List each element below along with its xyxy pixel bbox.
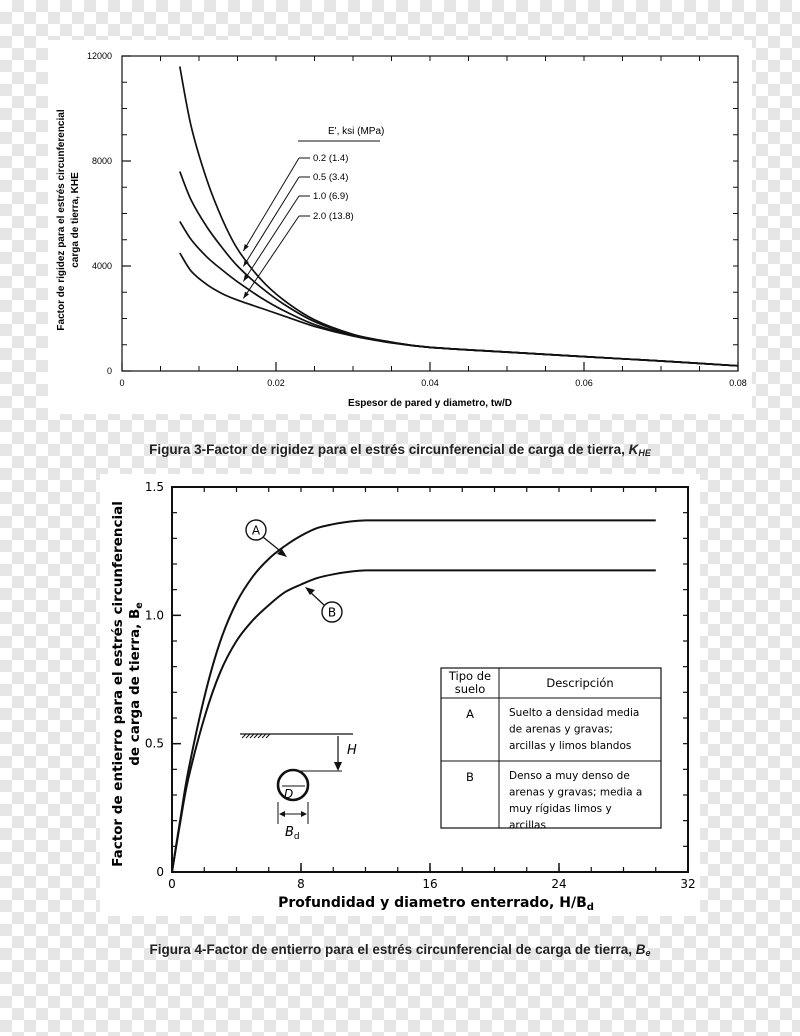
y-tick-label: 1.0: [144, 608, 164, 623]
legend-title: E', ksi (MPa): [328, 126, 385, 137]
legend-entry: 2.0 (13.8): [313, 211, 354, 222]
x-tick-label: 0: [119, 378, 125, 388]
x-tick-label: 0.02: [267, 378, 285, 388]
y-tick-label: 0.5: [144, 736, 164, 751]
legend-entry: 0.2 (1.4): [313, 153, 349, 164]
curve-2.0 (13.8): [180, 253, 738, 366]
legend-leader: [243, 216, 299, 298]
pipe-diameter-label: D: [284, 787, 294, 801]
y-tick-label: 0: [156, 865, 164, 879]
bd-label: $B_d$: [285, 825, 300, 842]
curve-label-A: A: [251, 523, 261, 538]
y-tick-label: 0: [106, 366, 112, 376]
bd-arrowhead-right: [301, 811, 307, 817]
y-tick-label: 1.5: [144, 480, 164, 494]
figure-4-panel: [100, 474, 700, 916]
depth-arrowhead: [334, 762, 342, 771]
table-cell-type: A: [466, 707, 474, 721]
curve-0.2 (1.4): [180, 67, 738, 366]
legend-leader: [243, 177, 299, 267]
x-tick-label: 0.04: [421, 378, 439, 388]
x-tick-label: 24: [551, 877, 567, 891]
plot-frame: [122, 56, 738, 371]
stiffness-factor-chart: [48, 40, 752, 414]
figure-4-caption: [0, 942, 800, 958]
x-tick-label: 16: [422, 877, 438, 891]
y-tick-label: 4000: [91, 261, 112, 271]
burial-depth-inset-diagram: [240, 734, 357, 842]
x-tick-label: 32: [680, 877, 696, 891]
y-axis-label-line-2: de carga de tierra, $B_e$: [127, 602, 145, 766]
caption-subscript: e: [645, 948, 651, 958]
table-cell-description: arenas y gravas; media a: [509, 786, 643, 799]
table-cell-description: de arenas y gravas;: [509, 723, 613, 736]
legend-entry: 1.0 (6.9): [313, 191, 349, 202]
caption-text: Figura 3-Factor de rigidez para el estrés circunferencial de carga de tierra,: [149, 442, 629, 457]
table-cell-description: Denso a muy denso de: [509, 770, 630, 782]
legend-leader: [243, 158, 299, 251]
bd-arrowhead-left: [279, 811, 285, 817]
y-axis-label-line-1: Factor de rigidez para el estrés circunferencial: [56, 109, 67, 331]
figure-3-panel: [48, 40, 752, 414]
table-header-type: suelo: [454, 682, 486, 696]
caption-symbol: K: [628, 442, 639, 457]
table-header-description: Descripción: [546, 676, 614, 690]
y-axis-label-line-1: Factor de entierro para el estrés circunferencial: [110, 501, 126, 867]
legend-leader: [243, 196, 299, 281]
curve-label-B: B: [327, 605, 337, 620]
caption-symbol: B: [635, 942, 646, 957]
y-tick-label: 8000: [91, 156, 112, 166]
figure-3-caption: [0, 442, 800, 458]
caption-subscript: HE: [638, 448, 651, 458]
table-cell-description: arcillas y limos blandos: [509, 740, 632, 752]
legend-arrowhead: [243, 244, 248, 251]
x-tick-label: 8: [297, 877, 305, 891]
x-tick-label: 0: [168, 877, 176, 891]
table-cell-description: arcillas: [509, 819, 546, 832]
x-axis-label: Espesor de pared y diametro, tw/D: [348, 398, 512, 409]
x-tick-label: 0.08: [729, 378, 747, 388]
table-cell-description: muy rígidas limos y: [509, 803, 612, 815]
x-axis-label: Profundidad y diametro enterrado, $H/B_d$: [278, 895, 594, 913]
y-axis-label-line-2: carga de tierra, KHE: [70, 172, 81, 268]
curve-1.0 (6.9): [180, 221, 738, 365]
burial-factor-chart: [100, 474, 700, 916]
x-tick-label: 0.06: [575, 378, 593, 388]
legend-arrowhead: [243, 292, 249, 299]
table-cell-type: B: [466, 770, 474, 784]
legend-entry: 0.5 (3.4): [313, 172, 349, 183]
table-header-type: Tipo de: [448, 669, 492, 683]
y-tick-label: 12000: [86, 51, 112, 61]
callout-arrowhead-B: [305, 587, 315, 595]
table-cell-description: Suelto a densidad media: [509, 707, 640, 719]
caption-text: Figura 4-Factor de entierro para el estrés circunferencial de carga de tierra,: [149, 942, 636, 957]
depth-label-H: H: [347, 743, 357, 758]
